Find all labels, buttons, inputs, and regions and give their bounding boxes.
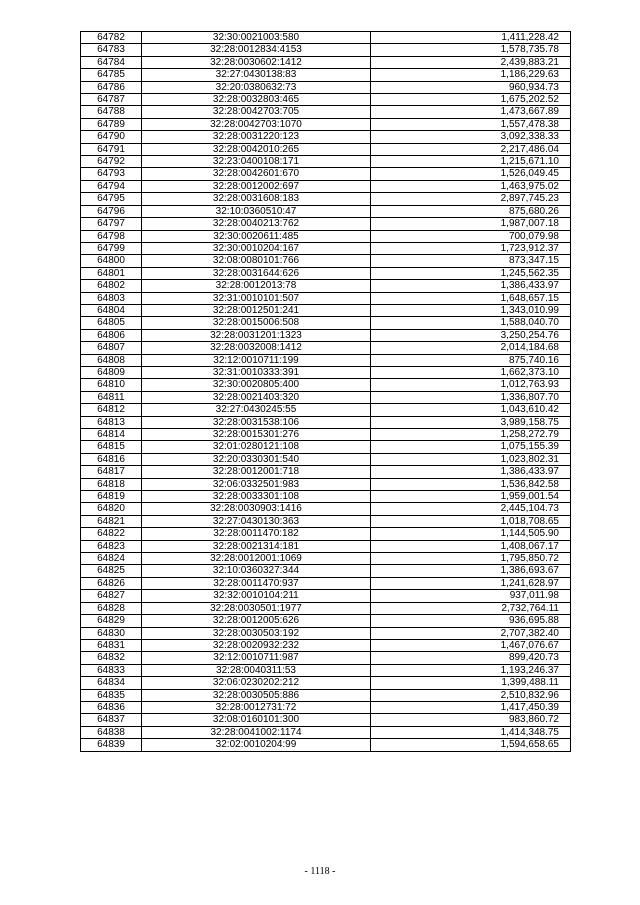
- amount-cell: 1,987,007.18: [371, 218, 571, 230]
- table-row: [81, 540, 571, 552]
- cadastral-number-cell: 32:28:0031644:626: [142, 267, 371, 279]
- row-number-cell: 64792: [81, 156, 142, 168]
- cadastral-number-cell: 32:28:0042703:705: [142, 106, 371, 118]
- table-row: [81, 218, 571, 230]
- cadastral-number-cell: 32:30:0020805:400: [142, 379, 371, 391]
- amount-cell: 1,245,562.35: [371, 267, 571, 279]
- table-row: [81, 503, 571, 515]
- cadastral-number-cell: 32:28:0012005:626: [142, 615, 371, 627]
- table-row: [81, 391, 571, 403]
- cadastral-number-cell: 32:28:0015006:508: [142, 317, 371, 329]
- cadastral-number-cell: 32:31:0010101:507: [142, 292, 371, 304]
- amount-cell: 1,526,049.45: [371, 168, 571, 180]
- row-number-cell: 64801: [81, 267, 142, 279]
- table-row: [81, 329, 571, 341]
- row-number-cell: 64826: [81, 577, 142, 589]
- table-row: [81, 44, 571, 56]
- table-row: [81, 565, 571, 577]
- row-number-cell: 64835: [81, 689, 142, 701]
- cadastral-number-cell: 32:28:0031220:123: [142, 131, 371, 143]
- row-number-cell: 64806: [81, 329, 142, 341]
- row-number-cell: 64828: [81, 602, 142, 614]
- cadastral-number-cell: 32:12:0010711:199: [142, 354, 371, 366]
- amount-cell: 1,723,912.37: [371, 242, 571, 254]
- row-number-cell: 64784: [81, 56, 142, 68]
- table-row: [81, 180, 571, 192]
- amount-cell: 1,463,975.02: [371, 180, 571, 192]
- row-number-cell: 64829: [81, 615, 142, 627]
- cadastral-number-cell: 32:28:0030602:1412: [142, 56, 371, 68]
- row-number-cell: 64789: [81, 118, 142, 130]
- amount-cell: 1,075,155.39: [371, 441, 571, 453]
- cadastral-number-cell: 32:06:0332501:983: [142, 478, 371, 490]
- row-number-cell: 64827: [81, 590, 142, 602]
- cadastral-number-cell: 32:30:0021003:580: [142, 32, 371, 44]
- amount-cell: 2,014,184.68: [371, 342, 571, 354]
- cadastral-number-cell: 32:28:0040311:53: [142, 664, 371, 676]
- row-number-cell: 64816: [81, 453, 142, 465]
- cadastral-number-cell: 32:28:0021403:320: [142, 391, 371, 403]
- amount-cell: 1,795,850.72: [371, 553, 571, 565]
- row-number-cell: 64819: [81, 491, 142, 503]
- row-number-cell: 64803: [81, 292, 142, 304]
- row-number-cell: 64807: [81, 342, 142, 354]
- table-row: [81, 466, 571, 478]
- row-number-cell: 64787: [81, 94, 142, 106]
- cadastral-number-cell: 32:28:0030501:1977: [142, 602, 371, 614]
- amount-cell: 1,578,735.78: [371, 44, 571, 56]
- table-row: [81, 627, 571, 639]
- cadastral-number-cell: 32:28:0030505:886: [142, 689, 371, 701]
- row-number-cell: 64808: [81, 354, 142, 366]
- cadastral-number-cell: 32:28:0020932:232: [142, 639, 371, 651]
- amount-cell: 1,386,433.97: [371, 280, 571, 292]
- table-row: [81, 366, 571, 378]
- cadastral-number-cell: 32:27:0430245:55: [142, 404, 371, 416]
- amount-cell: 2,897,745.23: [371, 193, 571, 205]
- row-number-cell: 64822: [81, 528, 142, 540]
- row-number-cell: 64821: [81, 515, 142, 527]
- table-row: [81, 379, 571, 391]
- table-row: [81, 32, 571, 44]
- row-number-cell: 64811: [81, 391, 142, 403]
- cadastral-number-cell: 32:06:0230202:212: [142, 677, 371, 689]
- cadastral-number-cell: 32:23:0400108:171: [142, 156, 371, 168]
- row-number-cell: 64814: [81, 429, 142, 441]
- table-row: [81, 118, 571, 130]
- table-row: [81, 342, 571, 354]
- row-number-cell: 64799: [81, 242, 142, 254]
- cadastral-number-cell: 32:10:0360510:47: [142, 205, 371, 217]
- amount-cell: 1,018,708.65: [371, 515, 571, 527]
- table-row: [81, 639, 571, 651]
- table-row: [81, 739, 571, 751]
- row-number-cell: 64788: [81, 106, 142, 118]
- row-number-cell: 64793: [81, 168, 142, 180]
- amount-cell: 1,386,433.97: [371, 466, 571, 478]
- data-table: [80, 31, 571, 752]
- amount-cell: 960,934.73: [371, 81, 571, 93]
- table-row: [81, 515, 571, 527]
- amount-cell: 1,144,505.90: [371, 528, 571, 540]
- amount-cell: 937,011.98: [371, 590, 571, 602]
- row-number-cell: 64810: [81, 379, 142, 391]
- amount-cell: 1,215,671.10: [371, 156, 571, 168]
- table-row: [81, 106, 571, 118]
- table-row: [81, 726, 571, 738]
- amount-cell: 1,648,657.15: [371, 292, 571, 304]
- cadastral-number-cell: 32:30:0010204:167: [142, 242, 371, 254]
- table-row: [81, 664, 571, 676]
- amount-cell: 1,536,842.58: [371, 478, 571, 490]
- table-row: [81, 689, 571, 701]
- cadastral-number-cell: 32:28:0012001:718: [142, 466, 371, 478]
- row-number-cell: 64812: [81, 404, 142, 416]
- cadastral-number-cell: 32:31:0010333:391: [142, 366, 371, 378]
- amount-cell: 1,662,373.10: [371, 366, 571, 378]
- page-number: - 1118 -: [304, 866, 336, 877]
- amount-cell: 1,588,040.70: [371, 317, 571, 329]
- table-row: [81, 577, 571, 589]
- table-row: [81, 69, 571, 81]
- row-number-cell: 64836: [81, 701, 142, 713]
- amount-cell: 875,740.16: [371, 354, 571, 366]
- table-row: [81, 701, 571, 713]
- cadastral-number-cell: 32:28:0012002:697: [142, 180, 371, 192]
- amount-cell: 2,439,883.21: [371, 56, 571, 68]
- row-number-cell: 64786: [81, 81, 142, 93]
- amount-cell: 1,012,763.93: [371, 379, 571, 391]
- cadastral-number-cell: 32:28:0030903:1416: [142, 503, 371, 515]
- cadastral-number-cell: 32:30:0020611:485: [142, 230, 371, 242]
- amount-cell: 2,217,486.04: [371, 143, 571, 155]
- row-number-cell: 64809: [81, 366, 142, 378]
- amount-cell: 1,241,628.97: [371, 577, 571, 589]
- row-number-cell: 64824: [81, 553, 142, 565]
- table-row: [81, 677, 571, 689]
- cadastral-number-cell: 32:28:0012834:4153: [142, 44, 371, 56]
- table-row: [81, 280, 571, 292]
- row-number-cell: 64834: [81, 677, 142, 689]
- cadastral-number-cell: 32:28:0015301:276: [142, 429, 371, 441]
- table-row: [81, 156, 571, 168]
- amount-cell: 983,860.72: [371, 714, 571, 726]
- amount-cell: 1,408,067.17: [371, 540, 571, 552]
- table-row: [81, 56, 571, 68]
- cadastral-number-cell: 32:12:0010711:987: [142, 652, 371, 664]
- amount-cell: 2,707,382.40: [371, 627, 571, 639]
- table-row: [81, 304, 571, 316]
- cadastral-number-cell: 32:02:0010204:99: [142, 739, 371, 751]
- table-row: [81, 615, 571, 627]
- table-row: [81, 193, 571, 205]
- cadastral-number-cell: 32:20:0380632:73: [142, 81, 371, 93]
- amount-cell: 2,732,764.11: [371, 602, 571, 614]
- amount-cell: 1,343,010.99: [371, 304, 571, 316]
- table-row: [81, 590, 571, 602]
- cadastral-number-cell: 32:28:0042010:265: [142, 143, 371, 155]
- cadastral-number-cell: 32:28:0031608:183: [142, 193, 371, 205]
- row-number-cell: 64830: [81, 627, 142, 639]
- table-row: [81, 354, 571, 366]
- row-number-cell: 64796: [81, 205, 142, 217]
- table-row: [81, 267, 571, 279]
- row-number-cell: 64791: [81, 143, 142, 155]
- cadastral-number-cell: 32:28:0012731:72: [142, 701, 371, 713]
- amount-cell: 1,043,610.42: [371, 404, 571, 416]
- table-row: [81, 429, 571, 441]
- table-row: [81, 602, 571, 614]
- row-number-cell: 64817: [81, 466, 142, 478]
- amount-cell: 1,417,450.39: [371, 701, 571, 713]
- table-row: [81, 441, 571, 453]
- cadastral-number-cell: 32:08:0080101:766: [142, 255, 371, 267]
- row-number-cell: 64818: [81, 478, 142, 490]
- table-row: [81, 292, 571, 304]
- row-number-cell: 64838: [81, 726, 142, 738]
- amount-cell: 1,411,228.42: [371, 32, 571, 44]
- row-number-cell: 64797: [81, 218, 142, 230]
- amount-cell: 1,386,693.67: [371, 565, 571, 577]
- amount-cell: 1,594,658.65: [371, 739, 571, 751]
- table-row: [81, 131, 571, 143]
- cadastral-number-cell: 32:27:0430138:83: [142, 69, 371, 81]
- table-row: [81, 478, 571, 490]
- amount-cell: 3,092,338.33: [371, 131, 571, 143]
- cadastral-number-cell: 32:10:0360327:344: [142, 565, 371, 577]
- row-number-cell: 64823: [81, 540, 142, 552]
- cadastral-number-cell: 32:28:0012501:241: [142, 304, 371, 316]
- cadastral-number-cell: 32:08:0160101:300: [142, 714, 371, 726]
- row-number-cell: 64794: [81, 180, 142, 192]
- table-row: [81, 491, 571, 503]
- table-row: [81, 143, 571, 155]
- amount-cell: 899,420.73: [371, 652, 571, 664]
- row-number-cell: 64798: [81, 230, 142, 242]
- row-number-cell: 64813: [81, 416, 142, 428]
- amount-cell: 3,250,254.76: [371, 329, 571, 341]
- table-row: [81, 528, 571, 540]
- amount-cell: 1,473,667.89: [371, 106, 571, 118]
- amount-cell: 1,023,802.31: [371, 453, 571, 465]
- row-number-cell: 64839: [81, 739, 142, 751]
- row-number-cell: 64837: [81, 714, 142, 726]
- cadastral-number-cell: 32:28:0041002:1174: [142, 726, 371, 738]
- row-number-cell: 64795: [81, 193, 142, 205]
- table-row: [81, 168, 571, 180]
- table-row: [81, 553, 571, 565]
- cadastral-number-cell: 32:20:0330301:540: [142, 453, 371, 465]
- amount-cell: 875,680.26: [371, 205, 571, 217]
- amount-cell: 1,959,001.54: [371, 491, 571, 503]
- cadastral-number-cell: 32:28:0042703:1070: [142, 118, 371, 130]
- amount-cell: 1,399,488.11: [371, 677, 571, 689]
- cadastral-number-cell: 32:28:0012001:1069: [142, 553, 371, 565]
- amount-cell: 873,347.15: [371, 255, 571, 267]
- amount-cell: 1,193,246.37: [371, 664, 571, 676]
- row-number-cell: 64804: [81, 304, 142, 316]
- table-row: [81, 453, 571, 465]
- row-number-cell: 64805: [81, 317, 142, 329]
- row-number-cell: 64782: [81, 32, 142, 44]
- row-number-cell: 64831: [81, 639, 142, 651]
- amount-cell: 2,510,832.96: [371, 689, 571, 701]
- amount-cell: 1,258,272.79: [371, 429, 571, 441]
- table-row: [81, 230, 571, 242]
- cadastral-number-cell: 32:28:0033301:108: [142, 491, 371, 503]
- amount-cell: 1,675,202.52: [371, 94, 571, 106]
- row-number-cell: 64820: [81, 503, 142, 515]
- table-body: [81, 32, 571, 752]
- row-number-cell: 64802: [81, 280, 142, 292]
- cadastral-number-cell: 32:28:0031538:106: [142, 416, 371, 428]
- row-number-cell: 64790: [81, 131, 142, 143]
- cadastral-number-cell: 32:27:0430130:363: [142, 515, 371, 527]
- amount-cell: 2,445,104.73: [371, 503, 571, 515]
- table-row: [81, 81, 571, 93]
- table-row: [81, 317, 571, 329]
- amount-cell: 1,467,076.67: [371, 639, 571, 651]
- row-number-cell: 64832: [81, 652, 142, 664]
- row-number-cell: 64783: [81, 44, 142, 56]
- cadastral-number-cell: 32:28:0012013:78: [142, 280, 371, 292]
- table-row: [81, 404, 571, 416]
- table-row: [81, 205, 571, 217]
- table-row: [81, 94, 571, 106]
- amount-cell: 3,989,158.75: [371, 416, 571, 428]
- cadastral-number-cell: 32:32:0010104:211: [142, 590, 371, 602]
- table-row: [81, 255, 571, 267]
- cadastral-number-cell: 32:28:0042601:670: [142, 168, 371, 180]
- amount-cell: 1,186,229.63: [371, 69, 571, 81]
- cadastral-number-cell: 32:28:0011470:937: [142, 577, 371, 589]
- table-row: [81, 416, 571, 428]
- table-row: [81, 652, 571, 664]
- row-number-cell: 64833: [81, 664, 142, 676]
- cadastral-number-cell: 32:28:0031201:1323: [142, 329, 371, 341]
- cadastral-number-cell: 32:28:0032803:465: [142, 94, 371, 106]
- cadastral-number-cell: 32:28:0040213:762: [142, 218, 371, 230]
- amount-cell: 936,695.88: [371, 615, 571, 627]
- cadastral-number-cell: 32:28:0011470:182: [142, 528, 371, 540]
- cadastral-number-cell: 32:28:0032008:1412: [142, 342, 371, 354]
- amount-cell: 1,557,478.38: [371, 118, 571, 130]
- cadastral-number-cell: 32:28:0021314:181: [142, 540, 371, 552]
- row-number-cell: 64815: [81, 441, 142, 453]
- table-row: [81, 242, 571, 254]
- row-number-cell: 64825: [81, 565, 142, 577]
- cadastral-number-cell: 32:01:0280121:108: [142, 441, 371, 453]
- row-number-cell: 64800: [81, 255, 142, 267]
- cadastral-number-cell: 32:28:0030503:192: [142, 627, 371, 639]
- amount-cell: 1,336,807.70: [371, 391, 571, 403]
- amount-cell: 700,079.98: [371, 230, 571, 242]
- row-number-cell: 64785: [81, 69, 142, 81]
- amount-cell: 1,414,348.75: [371, 726, 571, 738]
- table-row: [81, 714, 571, 726]
